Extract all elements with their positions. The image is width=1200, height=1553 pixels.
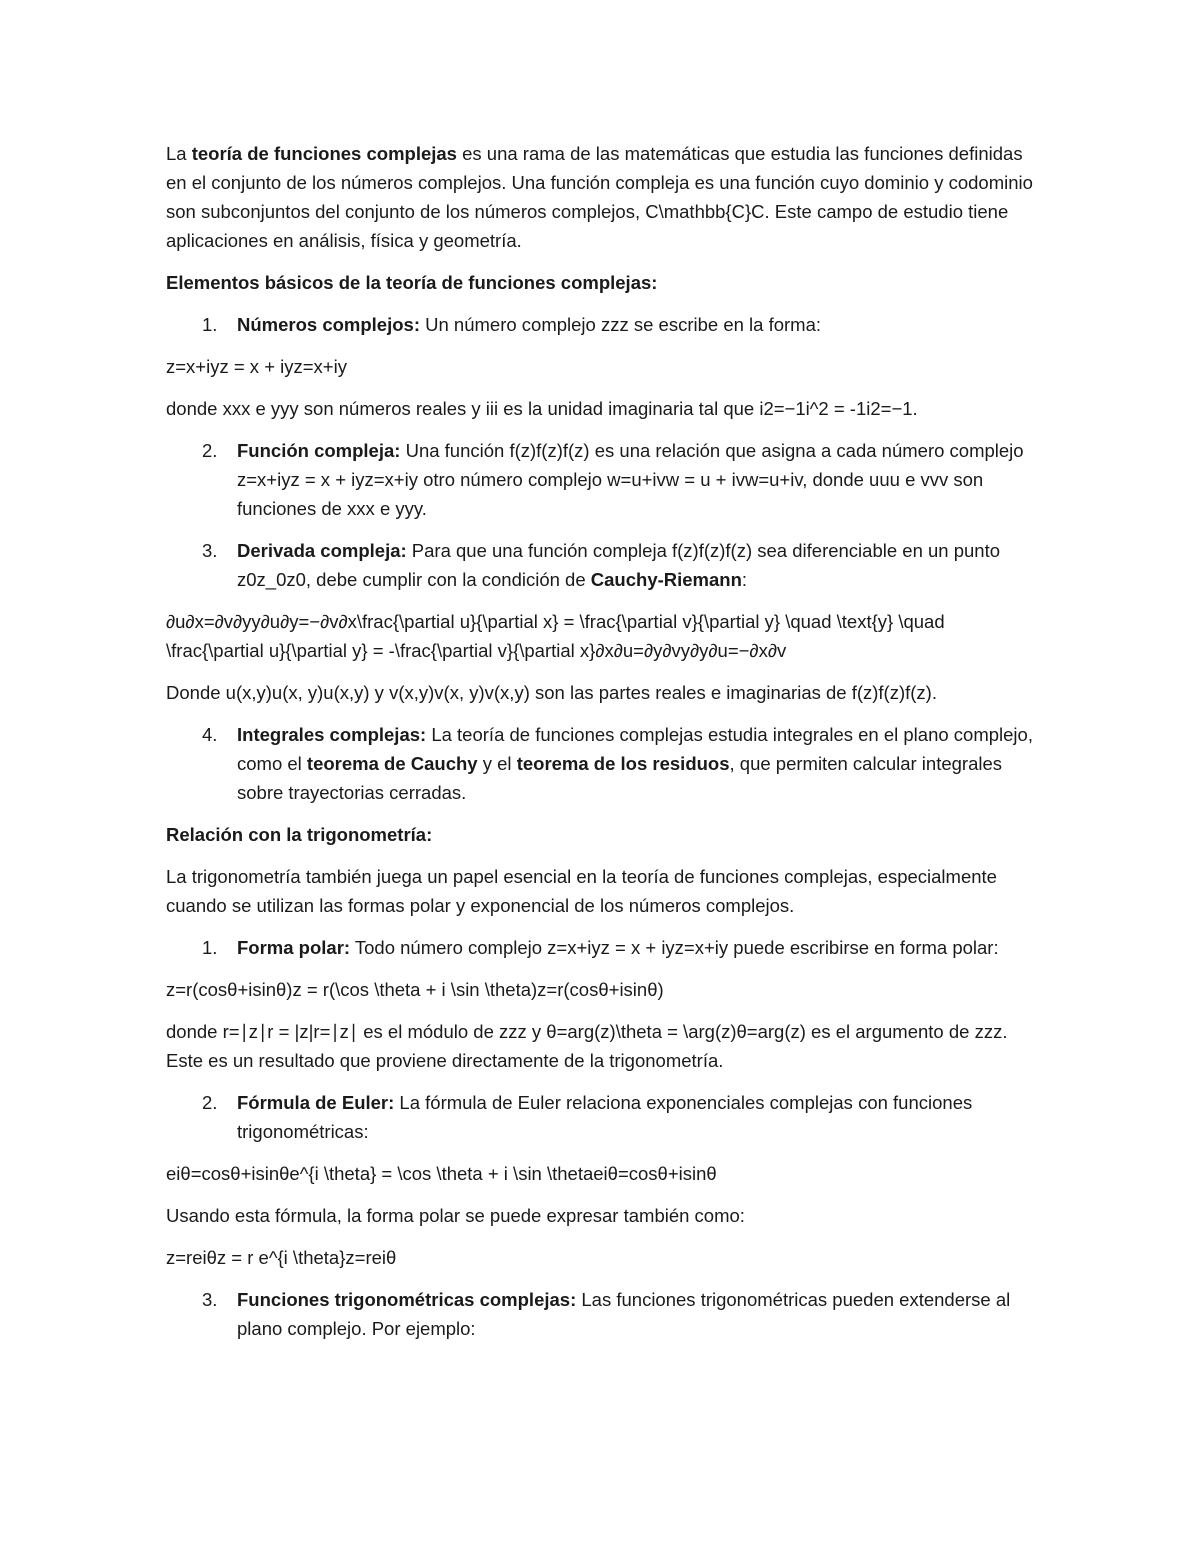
paragraph-donde-uv: Donde u(x,y)u(x, y)u(x,y) y v(x,y)v(x, y)v(x,y) son las partes reales e imaginarias de f(z)f(z)f(z).: [166, 682, 937, 703]
list-item-derivada-compleja: [166, 536, 1046, 594]
teorema-cauchy-term: teorema de Cauchy: [306, 753, 478, 774]
list-number: 4.: [202, 724, 218, 745]
intro-text: La: [166, 143, 192, 164]
intro-bold-term: teoría de funciones complejas: [191, 143, 457, 164]
equation-forma-polar: z=r(cosθ+isinθ)z = r(\cos \theta + i \sin \theta)z=r(cosθ+isinθ): [166, 979, 664, 1000]
equation-z: z=x+iyz = x + iyz=x+iy: [166, 356, 347, 377]
document-body: [166, 139, 1046, 1356]
equation-euler: eiθ=cosθ+isinθe^{i \theta} = \cos \theta + i \sin \thetaeiθ=cosθ+isinθ: [166, 1163, 717, 1184]
paragraph-modulo-argumento: donde r=∣z∣r = |z|r=∣z∣ es el módulo de zzz y θ=arg(z)\theta = \arg(z)θ=arg(z) es el argumento de zzz. Este es un resultado que proviene directamente de la trigonometría.: [166, 1021, 1008, 1071]
equation-exponencial: z=reiθz = r e^{i \theta}z=reiθ: [166, 1247, 397, 1268]
list-item-text: Todo número complejo z=x+iyz = x + iyz=x+iy puede escribirse en forma polar:: [350, 937, 999, 958]
list-item-funcion-compleja: [166, 436, 1046, 523]
list-item-text: Una función f(z)f(z)f(z) es una relación que asigna a cada número complejo z=x+iyz = x + iyz=x+iy otro número complejo w=u+ivw = u + ivw=u+iv, donde uuu e vvv son funciones de xxx e yyy.: [237, 440, 1024, 519]
list-item-text: La fórmula de Euler relaciona exponenciales complejas con funciones trigonométricas:: [237, 1092, 973, 1142]
paragraph-usando-formula: Usando esta fórmula, la forma polar se puede expresar también como:: [166, 1205, 745, 1226]
list-item-title: Función compleja:: [237, 440, 401, 461]
list-item-forma-polar: [166, 933, 1046, 962]
list-item-title: Funciones trigonométricas complejas:: [237, 1289, 577, 1310]
list-item-text-end: :: [741, 569, 748, 590]
list-item-text: Para que una función compleja f(z)f(z)f(z) sea diferenciable en un punto z0z_0z0, debe cumplir con la condición de: [237, 540, 1001, 590]
list-item-text-end: , que permiten calcular integrales sobre trayectorias cerradas.: [237, 753, 1003, 803]
equation-cauchy-riemann: ∂u∂x=∂v∂yy∂u∂y=−∂v∂x\frac{\partial u}{\partial x} = \frac{\partial v}{\partial y} \quad \text{y} \quad \frac{\partial u}{\partial y} = -\frac{\partial v}{\partial x}∂x∂u=∂y∂vy∂y∂u=−∂x∂v: [166, 611, 945, 661]
section-heading-trigonometria: Relación con la trigonometría:: [166, 824, 433, 845]
list-item-text: Un número complejo zzz se escribe en la forma:: [420, 314, 822, 335]
teorema-residuos-term: teorema de los residuos: [516, 753, 730, 774]
list-number: 2.: [202, 1092, 218, 1113]
section-heading-elementos: Elementos básicos de la teoría de funciones complejas:: [166, 272, 658, 293]
intro-paragraph: [166, 139, 1046, 255]
paragraph-trigonometria-intro: La trigonometría también juega un papel esencial en la teoría de funciones complejas, especialmente cuando se utilizan las formas polar y exponencial de los números complejos.: [166, 866, 997, 916]
list-item-title: Forma polar:: [237, 937, 351, 958]
list-item-numeros-complejos: [166, 310, 1046, 339]
list-item-title: Fórmula de Euler:: [237, 1092, 395, 1113]
list-item-title: Derivada compleja:: [237, 540, 407, 561]
list-item-title: Números complejos:: [237, 314, 420, 335]
paragraph-donde-xy: donde xxx e yyy son números reales y iii es la unidad imaginaria tal que i2=−1i^2 = -1i2=−1.: [166, 398, 918, 419]
list-number: 1.: [202, 937, 218, 958]
list-number: 2.: [202, 440, 218, 461]
list-item-funciones-trigonometricas: [166, 1285, 1046, 1343]
list-item-title: Integrales complejas:: [237, 724, 427, 745]
list-item-text: La teoría de funciones complejas estudia integrales en el plano complejo, como el: [237, 724, 1033, 774]
cauchy-riemann-term: Cauchy-Riemann: [590, 569, 742, 590]
list-item-integrales-complejas: [166, 720, 1046, 807]
list-number: 1.: [202, 314, 218, 335]
list-item-text: Las funciones trigonométricas pueden extenderse al plano complejo. Por ejemplo:: [237, 1289, 1011, 1339]
list-item-formula-euler: [166, 1088, 1046, 1146]
list-item-text-mid: y el: [477, 753, 517, 774]
list-number: 3.: [202, 1289, 218, 1310]
list-number: 3.: [202, 540, 218, 561]
intro-text-rest: es una rama de las matemáticas que estudia las funciones definidas en el conjunto de los números complejos. Una función compleja es una función cuyo dominio y codominio son subconjuntos del conjunto de los números complejos, C\mathbb{C}C. Este campo de estudio tiene aplicaciones en análisis, física y geometría.: [166, 143, 1033, 251]
